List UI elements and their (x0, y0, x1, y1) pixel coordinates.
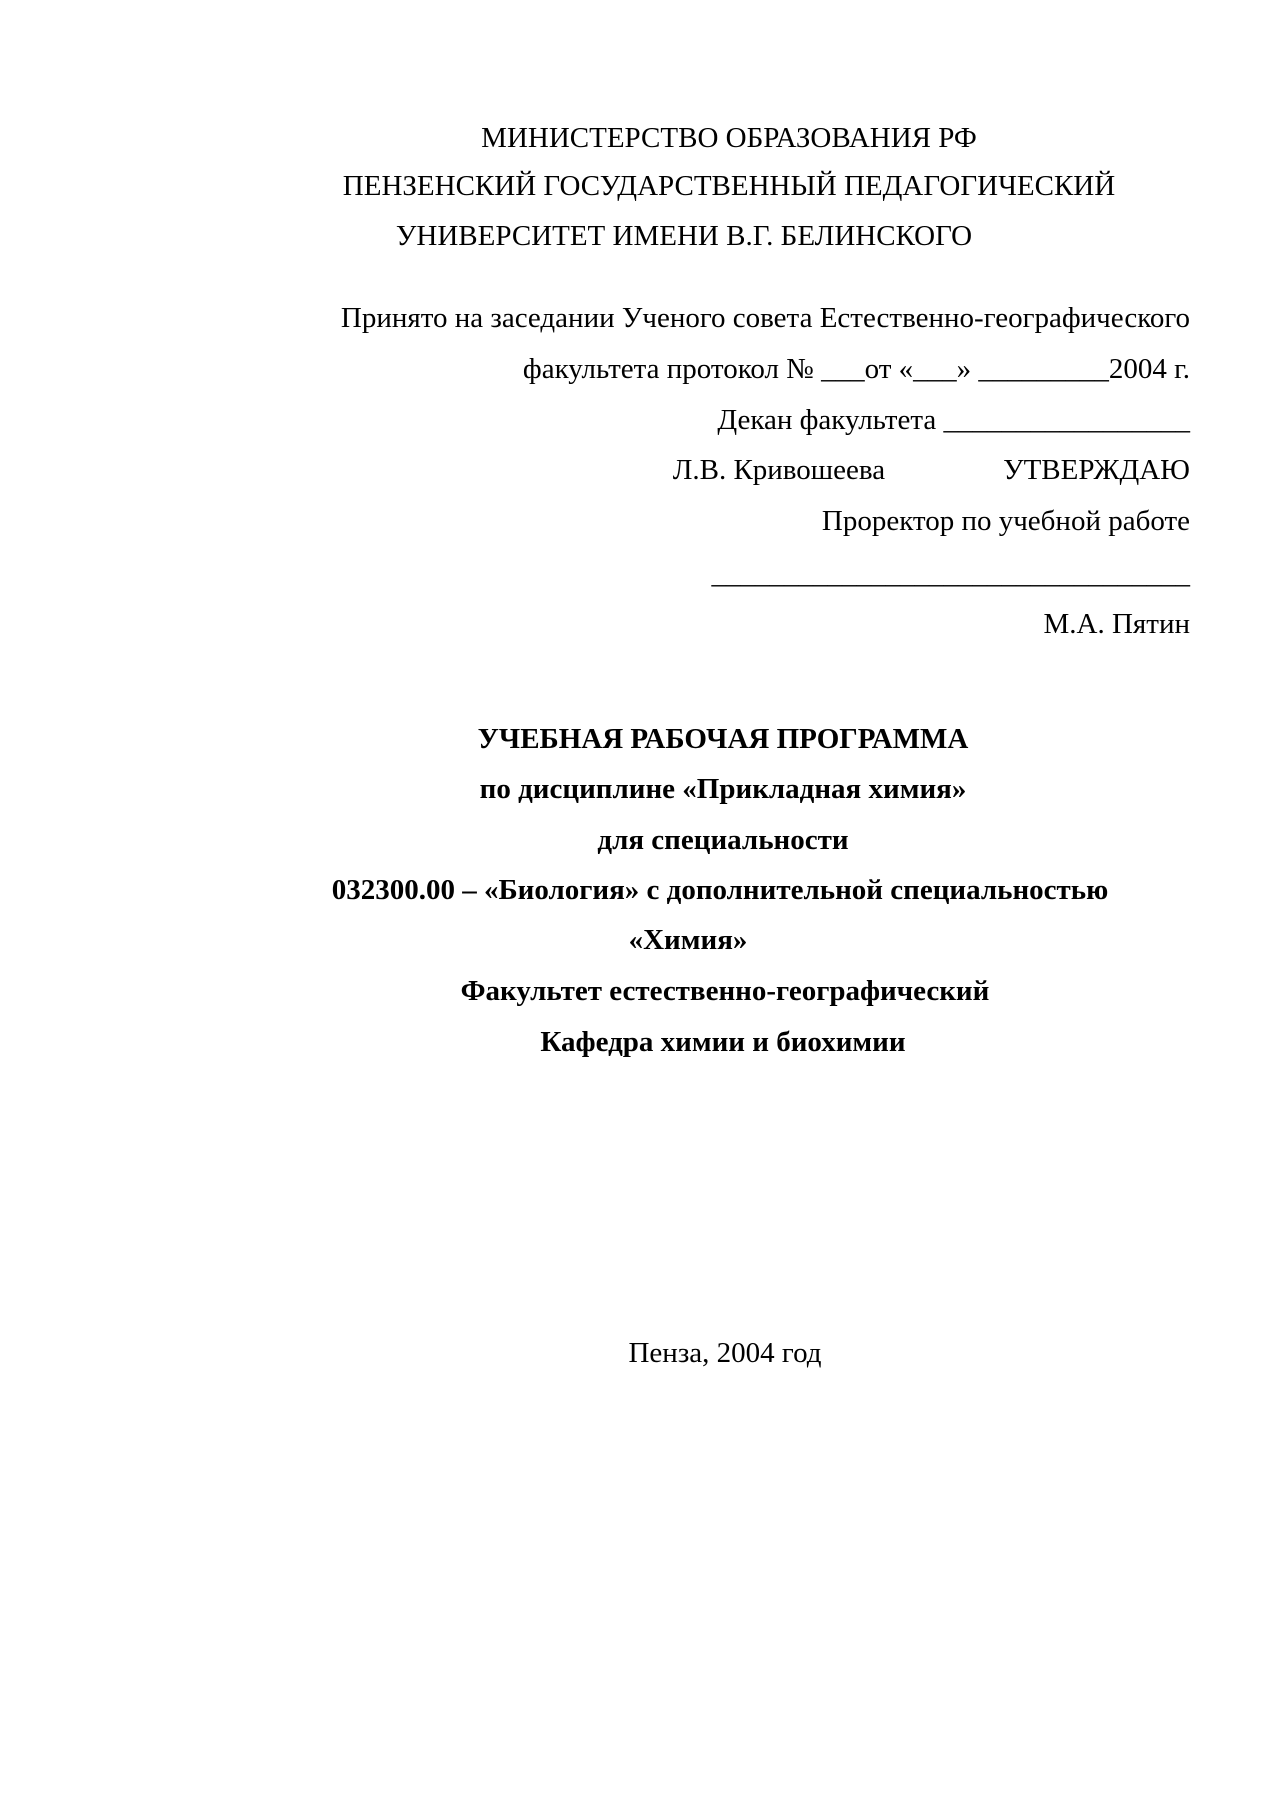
program-department: Кафедра химии и биохимии (540, 1026, 906, 1058)
dean-approve-row (673, 456, 1190, 485)
university-heading-line1: ПЕНЗЕНСКИЙ ГОСУДАРСТВЕННЫЙ ПЕДАГОГИЧЕСКИЙ (342, 170, 1116, 202)
place-and-year: Пенза, 2004 год (628, 1337, 822, 1369)
program-additional-specialty: «Химия» (628, 924, 748, 956)
prorector-title: Проректор по учебной работе (821, 505, 1190, 537)
dean-name: Л.В. Кривошеева (672, 454, 886, 486)
program-for-specialty: для специальности (597, 824, 849, 856)
prorector-name: М.А. Пятин (1043, 608, 1190, 640)
program-specialty: 032300.00 – «Биология» с дополнительной специальностью (331, 874, 1109, 906)
program-discipline: по дисциплине «Прикладная химия» (479, 773, 967, 805)
dean-signature-line: Декан факультета _________________ (717, 404, 1190, 436)
council-acceptance-line1: Принято на заседании Ученого совета Естественно-географического (340, 302, 1190, 334)
council-acceptance-line2: факультета протокол № ___от «___» _________2004 г. (522, 353, 1190, 385)
university-heading-line2: УНИВЕРСИТЕТ ИМЕНИ В.Г. БЕЛИНСКОГО (395, 220, 973, 252)
prorector-signature-line: _________________________________ (711, 558, 1190, 590)
ministry-heading: МИНИСТЕРСТВО ОБРАЗОВАНИЯ РФ (481, 122, 977, 154)
program-title: УЧЕБНАЯ РАБОЧАЯ ПРОГРАММА (477, 723, 969, 755)
approve-label: УТВЕРЖДАЮ (1003, 454, 1190, 486)
program-faculty: Факультет естественно-географический (460, 975, 990, 1007)
